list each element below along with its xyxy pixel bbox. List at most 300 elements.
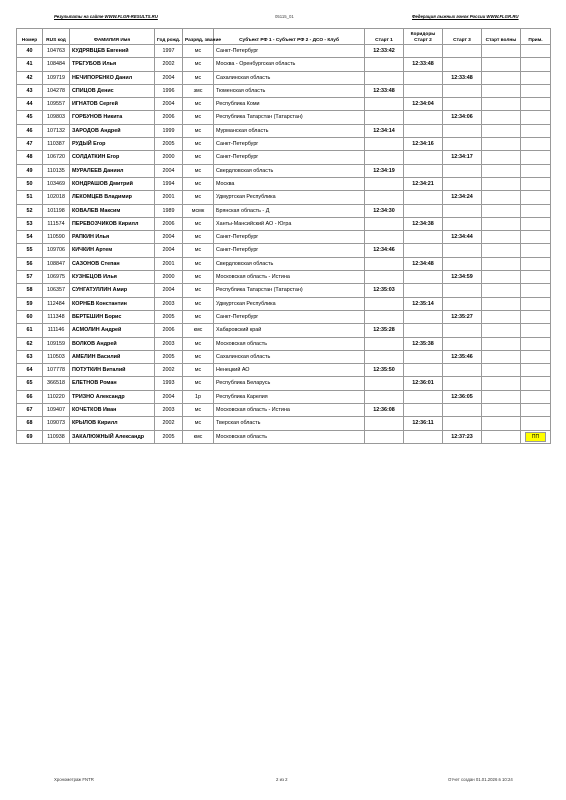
cell-wave-start xyxy=(482,138,521,151)
cell-start-3 xyxy=(443,404,482,417)
cell-rank: мс xyxy=(183,191,214,204)
cell-note xyxy=(521,257,551,270)
cell-wave-start xyxy=(482,124,521,137)
cell-name: КУДРЯВЦЕВ Евгений xyxy=(70,45,155,58)
col-header-note: Прим. xyxy=(521,29,551,45)
cell-rus-code: 112484 xyxy=(43,297,70,310)
cell-birth-year: 2005 xyxy=(155,350,183,363)
cell-birth-year: 2002 xyxy=(155,364,183,377)
table-row xyxy=(17,271,551,284)
cell-start-2 xyxy=(404,164,443,177)
cell-birth-year: 2004 xyxy=(155,390,183,403)
cell-number: 55 xyxy=(17,244,43,257)
cell-name: ЗАКАЛЮЖНЫЙ Александр xyxy=(70,430,155,443)
cell-wave-start xyxy=(482,297,521,310)
cell-rank: мс xyxy=(183,177,214,190)
cell-note xyxy=(521,124,551,137)
cell-start-3 xyxy=(443,284,482,297)
cell-rank: 1р xyxy=(183,390,214,403)
cell-region: Сахалинская область xyxy=(214,71,365,84)
cell-start-3 xyxy=(443,124,482,137)
cell-wave-start xyxy=(482,71,521,84)
cell-name: ЕЛЕТНОВ Роман xyxy=(70,377,155,390)
cell-start-3: 12:35:27 xyxy=(443,310,482,323)
col-header-wave-start: Старт волны xyxy=(482,29,521,45)
cell-note xyxy=(521,430,551,443)
cell-note xyxy=(521,364,551,377)
cell-wave-start xyxy=(482,164,521,177)
table-row xyxy=(17,377,551,390)
cell-region: Тюменская область xyxy=(214,84,365,97)
cell-rank: мс xyxy=(183,164,214,177)
table-row xyxy=(17,138,551,151)
cell-number: 49 xyxy=(17,164,43,177)
cell-start-1 xyxy=(365,177,404,190)
cell-number: 60 xyxy=(17,310,43,323)
cell-start-1 xyxy=(365,217,404,230)
cell-number: 50 xyxy=(17,177,43,190)
cell-start-3 xyxy=(443,244,482,257)
cell-start-2 xyxy=(404,284,443,297)
cell-birth-year: 2003 xyxy=(155,337,183,350)
cell-birth-year: 1994 xyxy=(155,177,183,190)
cell-start-2 xyxy=(404,151,443,164)
cell-start-2 xyxy=(404,364,443,377)
cell-name: КУЗНЕЦОВ Илья xyxy=(70,271,155,284)
cell-rus-code: 366518 xyxy=(43,377,70,390)
cell-rus-code: 111348 xyxy=(43,310,70,323)
cell-region: Тверская область xyxy=(214,417,365,430)
cell-note xyxy=(521,84,551,97)
table-row xyxy=(17,257,551,270)
cell-note xyxy=(521,138,551,151)
col-header-start-2-label: Старт 2 xyxy=(414,37,432,43)
col-header-birth-year: Год рожд. xyxy=(155,29,183,45)
table-row xyxy=(17,45,551,58)
cell-name: КИЧКИН Артем xyxy=(70,244,155,257)
cell-note xyxy=(521,417,551,430)
cell-start-2: 12:34:48 xyxy=(404,257,443,270)
cell-start-2 xyxy=(404,390,443,403)
cell-number: 42 xyxy=(17,71,43,84)
header-results-link[interactable]: Результаты на сайте WWW.FLGR-RESULTS.RU xyxy=(54,14,158,19)
cell-wave-start xyxy=(482,244,521,257)
cell-start-3 xyxy=(443,84,482,97)
table-row xyxy=(17,404,551,417)
cell-birth-year: 1997 xyxy=(155,45,183,58)
cell-region: Санкт-Петербург xyxy=(214,310,365,323)
cell-wave-start xyxy=(482,177,521,190)
start-list-table xyxy=(16,28,551,444)
cell-rank: мс xyxy=(183,310,214,323)
cell-start-3 xyxy=(443,45,482,58)
cell-rus-code: 110503 xyxy=(43,350,70,363)
cell-note xyxy=(521,71,551,84)
cell-name: КОНДРАШОВ Дмитрий xyxy=(70,177,155,190)
cell-region: Свердловская область xyxy=(214,164,365,177)
cell-rus-code: 106975 xyxy=(43,271,70,284)
cell-wave-start xyxy=(482,231,521,244)
cell-region: Санкт-Петербург xyxy=(214,244,365,257)
cell-rus-code: 109159 xyxy=(43,337,70,350)
col-header-number: Номер xyxy=(17,29,43,45)
cell-start-1 xyxy=(365,310,404,323)
cell-region: Москва - Оренбургская область xyxy=(214,58,365,71)
cell-rank: мс xyxy=(183,58,214,71)
cell-number: 59 xyxy=(17,297,43,310)
cell-note xyxy=(521,231,551,244)
cell-wave-start xyxy=(482,404,521,417)
cell-region: Московская область - Истина xyxy=(214,404,365,417)
cell-rank: мс xyxy=(183,337,214,350)
cell-start-3 xyxy=(443,98,482,111)
cell-start-2: 12:36:11 xyxy=(404,417,443,430)
cell-start-3 xyxy=(443,297,482,310)
col-header-start-1-label: Старт 1 xyxy=(375,37,393,43)
cell-region: Свердловская область xyxy=(214,257,365,270)
table-row xyxy=(17,417,551,430)
cell-start-2 xyxy=(404,310,443,323)
cell-birth-year: 2005 xyxy=(155,138,183,151)
cell-start-3 xyxy=(443,417,482,430)
cell-wave-start xyxy=(482,337,521,350)
cell-wave-start xyxy=(482,364,521,377)
cell-start-3: 12:34:06 xyxy=(443,111,482,124)
cell-wave-start xyxy=(482,257,521,270)
cell-name: КОВАЛЕВ Максим xyxy=(70,204,155,217)
cell-region: Московская область xyxy=(214,337,365,350)
table-row xyxy=(17,191,551,204)
col-header-start-2 xyxy=(404,29,443,45)
table-row xyxy=(17,430,551,443)
table-row xyxy=(17,310,551,323)
cell-note xyxy=(521,164,551,177)
table-row xyxy=(17,390,551,403)
cell-number: 52 xyxy=(17,204,43,217)
cell-wave-start xyxy=(482,430,521,443)
cell-start-2: 12:35:38 xyxy=(404,337,443,350)
cell-rank: кмс xyxy=(183,324,214,337)
cell-note xyxy=(521,217,551,230)
cell-note xyxy=(521,404,551,417)
cell-start-3 xyxy=(443,58,482,71)
cell-birth-year: 2005 xyxy=(155,310,183,323)
cell-birth-year: 2006 xyxy=(155,111,183,124)
footer-timing: Хронометраж FNTR xyxy=(54,777,94,782)
cell-wave-start xyxy=(482,310,521,323)
cell-name: КОЧЕТКОВ Иван xyxy=(70,404,155,417)
cell-rus-code: 101198 xyxy=(43,204,70,217)
cell-start-2: 12:36:01 xyxy=(404,377,443,390)
cell-note xyxy=(521,151,551,164)
cell-start-3 xyxy=(443,324,482,337)
cell-rank: кмс xyxy=(183,430,214,443)
header-doc-code: 05115_01 xyxy=(275,14,294,19)
cell-wave-start xyxy=(482,191,521,204)
cell-start-2 xyxy=(404,231,443,244)
cell-note xyxy=(521,244,551,257)
cell-birth-year: 1999 xyxy=(155,124,183,137)
cell-rank: змс xyxy=(183,84,214,97)
cell-start-1 xyxy=(365,231,404,244)
cell-rus-code: 110387 xyxy=(43,138,70,151)
cell-region: Республика Татарстан (Татарстан) xyxy=(214,111,365,124)
cell-name: ЛЕКОМЦЕВ Владимир xyxy=(70,191,155,204)
cell-region: Санкт-Петербург xyxy=(214,231,365,244)
cell-note xyxy=(521,111,551,124)
cell-note xyxy=(521,284,551,297)
cell-start-3: 12:34:44 xyxy=(443,231,482,244)
col-header-start-3-label: Старт 3 xyxy=(453,37,471,43)
cell-start-1: 12:35:28 xyxy=(365,324,404,337)
cell-region: Московская область xyxy=(214,430,365,443)
cell-start-2: 12:34:21 xyxy=(404,177,443,190)
cell-start-1 xyxy=(365,98,404,111)
cell-wave-start xyxy=(482,58,521,71)
cell-number: 45 xyxy=(17,111,43,124)
cell-start-1: 12:33:48 xyxy=(365,84,404,97)
cell-start-1 xyxy=(365,58,404,71)
cell-birth-year: 2000 xyxy=(155,151,183,164)
cell-region: Сахалинская область xyxy=(214,350,365,363)
cell-start-3 xyxy=(443,177,482,190)
cell-number: 43 xyxy=(17,84,43,97)
cell-start-1: 12:34:19 xyxy=(365,164,404,177)
cell-name: МУРАЛЕЕВ Даниил xyxy=(70,164,155,177)
cell-note xyxy=(521,390,551,403)
cell-start-2 xyxy=(404,430,443,443)
cell-birth-year: 2001 xyxy=(155,257,183,270)
cell-birth-year: 2001 xyxy=(155,191,183,204)
cell-name: ВЕРТЕШИН Борис xyxy=(70,310,155,323)
cell-note xyxy=(521,177,551,190)
cell-wave-start xyxy=(482,204,521,217)
cell-start-1 xyxy=(365,71,404,84)
cell-wave-start xyxy=(482,98,521,111)
cell-start-1 xyxy=(365,151,404,164)
col-header-start-3 xyxy=(443,29,482,45)
cell-name: КРЫЛОВ Кирилл xyxy=(70,417,155,430)
cell-birth-year: 1996 xyxy=(155,84,183,97)
cell-start-1: 12:34:46 xyxy=(365,244,404,257)
cell-start-1: 12:34:14 xyxy=(365,124,404,137)
cell-start-2 xyxy=(404,324,443,337)
cell-rank: мс xyxy=(183,45,214,58)
cell-region: Республика Коми xyxy=(214,98,365,111)
cell-note xyxy=(521,350,551,363)
cell-wave-start xyxy=(482,350,521,363)
cell-rus-code: 103469 xyxy=(43,177,70,190)
table-row xyxy=(17,231,551,244)
cell-birth-year: 2004 xyxy=(155,244,183,257)
cell-number: 44 xyxy=(17,98,43,111)
cell-birth-year: 2000 xyxy=(155,271,183,284)
cell-rus-code: 109719 xyxy=(43,71,70,84)
cell-start-1: 12:34:30 xyxy=(365,204,404,217)
cell-start-1: 12:36:08 xyxy=(365,404,404,417)
cell-number: 57 xyxy=(17,271,43,284)
cell-name: НЕЧИПОРЕНКО Данил xyxy=(70,71,155,84)
cell-number: 63 xyxy=(17,350,43,363)
cell-rus-code: 106357 xyxy=(43,284,70,297)
note-badge: ПП xyxy=(525,432,546,442)
cell-start-1: 12:35:50 xyxy=(365,364,404,377)
cell-rus-code: 102018 xyxy=(43,191,70,204)
cell-note xyxy=(521,324,551,337)
cell-birth-year: 2004 xyxy=(155,284,183,297)
cell-rank: мс xyxy=(183,297,214,310)
cell-rank: мс xyxy=(183,111,214,124)
cell-rus-code: 110590 xyxy=(43,231,70,244)
table-row xyxy=(17,84,551,97)
cell-rus-code: 111146 xyxy=(43,324,70,337)
cell-start-3 xyxy=(443,138,482,151)
cell-start-3 xyxy=(443,337,482,350)
cell-start-3: 12:33:48 xyxy=(443,71,482,84)
cell-name: СПИЦОВ Денис xyxy=(70,84,155,97)
cell-region: Санкт-Петербург xyxy=(214,138,365,151)
cell-wave-start xyxy=(482,111,521,124)
cell-number: 51 xyxy=(17,191,43,204)
table-row xyxy=(17,284,551,297)
cell-start-1: 12:33:42 xyxy=(365,45,404,58)
cell-start-3 xyxy=(443,364,482,377)
col-header-corridors: Коридоры xyxy=(410,32,436,38)
cell-start-2 xyxy=(404,111,443,124)
cell-start-1 xyxy=(365,430,404,443)
table-row xyxy=(17,337,551,350)
cell-rus-code: 108484 xyxy=(43,58,70,71)
cell-note xyxy=(521,337,551,350)
cell-note xyxy=(521,98,551,111)
cell-name: РУДЫЙ Егор xyxy=(70,138,155,151)
col-header-start-1 xyxy=(365,29,404,45)
cell-start-3: 12:34:59 xyxy=(443,271,482,284)
cell-start-2 xyxy=(404,204,443,217)
cell-birth-year: 2004 xyxy=(155,98,183,111)
cell-wave-start xyxy=(482,377,521,390)
cell-start-2 xyxy=(404,244,443,257)
cell-number: 47 xyxy=(17,138,43,151)
cell-start-1 xyxy=(365,417,404,430)
cell-number: 62 xyxy=(17,337,43,350)
cell-number: 40 xyxy=(17,45,43,58)
cell-number: 54 xyxy=(17,231,43,244)
cell-wave-start xyxy=(482,217,521,230)
cell-number: 69 xyxy=(17,430,43,443)
cell-start-2 xyxy=(404,191,443,204)
col-header-region: Субъект РФ 1 - Субъект РФ 2 - ДСО - Клуб xyxy=(214,29,365,45)
cell-wave-start xyxy=(482,151,521,164)
cell-name: АМЕЛИН Василий xyxy=(70,350,155,363)
cell-rank: мс xyxy=(183,417,214,430)
cell-start-2: 12:34:16 xyxy=(404,138,443,151)
cell-start-1 xyxy=(365,138,404,151)
cell-region: Мурманская область xyxy=(214,124,365,137)
cell-note xyxy=(521,271,551,284)
cell-number: 46 xyxy=(17,124,43,137)
cell-note xyxy=(521,204,551,217)
cell-number: 64 xyxy=(17,364,43,377)
cell-region: Республика Беларусь xyxy=(214,377,365,390)
cell-start-2: 12:34:04 xyxy=(404,98,443,111)
cell-rus-code: 109706 xyxy=(43,244,70,257)
cell-number: 61 xyxy=(17,324,43,337)
cell-region: Республика Карелия xyxy=(214,390,365,403)
cell-start-3: 12:37:23 xyxy=(443,430,482,443)
cell-rus-code: 110938 xyxy=(43,430,70,443)
cell-start-1 xyxy=(365,111,404,124)
cell-start-2 xyxy=(404,71,443,84)
cell-wave-start xyxy=(482,390,521,403)
cell-birth-year: 2004 xyxy=(155,71,183,84)
cell-rank: мсмк xyxy=(183,204,214,217)
cell-birth-year: 2004 xyxy=(155,231,183,244)
cell-name: ТРИЗНО Александр xyxy=(70,390,155,403)
cell-rank: мс xyxy=(183,151,214,164)
cell-rank: мс xyxy=(183,217,214,230)
cell-name: ЗАРОДОВ Андрей xyxy=(70,124,155,137)
cell-name: ИГНАТОВ Сергей xyxy=(70,98,155,111)
cell-start-1: 12:35:03 xyxy=(365,284,404,297)
cell-rank: мс xyxy=(183,71,214,84)
cell-rank: мс xyxy=(183,404,214,417)
cell-name: СУНГАТУЛЛИН Амир xyxy=(70,284,155,297)
cell-birth-year: 2006 xyxy=(155,324,183,337)
cell-start-3 xyxy=(443,257,482,270)
cell-region: Хабаровский край xyxy=(214,324,365,337)
cell-start-3 xyxy=(443,217,482,230)
cell-start-2 xyxy=(404,124,443,137)
cell-rank: мс xyxy=(183,124,214,137)
cell-note xyxy=(521,45,551,58)
table-header-row xyxy=(17,29,551,45)
table-row xyxy=(17,71,551,84)
cell-name: ПЕРЕВОЗЧИКОВ Кирилл xyxy=(70,217,155,230)
cell-rus-code: 109803 xyxy=(43,111,70,124)
cell-region: Санкт-Петербург xyxy=(214,151,365,164)
cell-wave-start xyxy=(482,271,521,284)
cell-start-2 xyxy=(404,350,443,363)
cell-number: 58 xyxy=(17,284,43,297)
cell-start-2 xyxy=(404,404,443,417)
cell-birth-year: 1993 xyxy=(155,377,183,390)
cell-name: САЗОНОВ Степан xyxy=(70,257,155,270)
cell-wave-start xyxy=(482,417,521,430)
footer-page-number: 2 из 2 xyxy=(276,777,288,782)
table-row xyxy=(17,124,551,137)
cell-number: 56 xyxy=(17,257,43,270)
footer-report-created: Отчет создан 01.01.2026 в 10:24 xyxy=(448,777,513,782)
cell-region: Ханты-Мансийский АО - Югра xyxy=(214,217,365,230)
cell-start-3: 12:36:05 xyxy=(443,390,482,403)
header-federation-link[interactable]: Федерация лыжных гонок России WWW.FLGR.RU xyxy=(412,14,519,19)
cell-name: АСМОЛИН Андрей xyxy=(70,324,155,337)
cell-rus-code: 104278 xyxy=(43,84,70,97)
cell-birth-year: 2003 xyxy=(155,297,183,310)
cell-region: Санкт-Петербург xyxy=(214,45,365,58)
cell-name: ПОТУТКИН Виталий xyxy=(70,364,155,377)
cell-start-2: 12:33:48 xyxy=(404,58,443,71)
cell-number: 48 xyxy=(17,151,43,164)
table-row xyxy=(17,177,551,190)
cell-rus-code: 110135 xyxy=(43,164,70,177)
cell-wave-start xyxy=(482,284,521,297)
table-row xyxy=(17,350,551,363)
cell-start-1 xyxy=(365,257,404,270)
table-row xyxy=(17,297,551,310)
cell-number: 53 xyxy=(17,217,43,230)
